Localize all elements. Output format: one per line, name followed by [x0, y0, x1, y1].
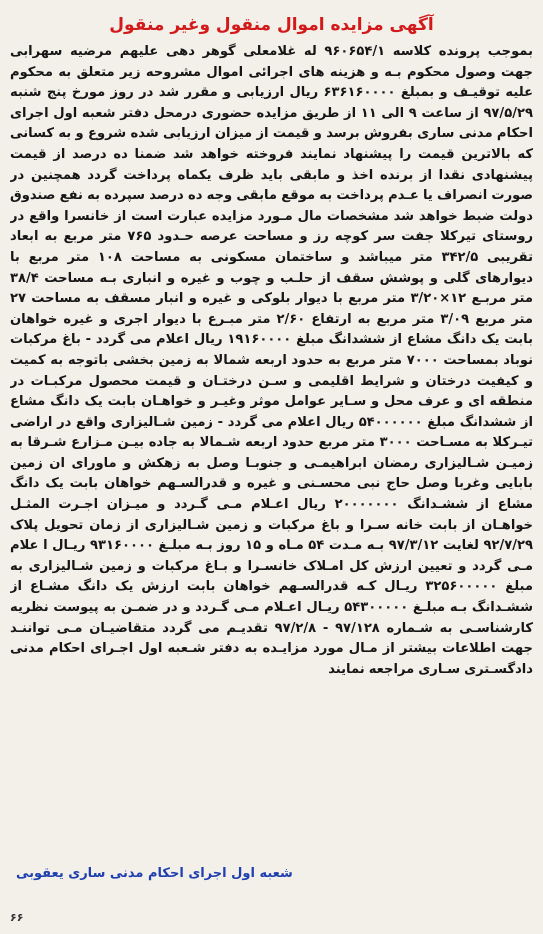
notice-title: آگهی مزایده اموال منقول وغیر منقول: [109, 15, 434, 35]
notice-signature: شعبه اول اجرای احکام مدنی ساری یعقوبی: [16, 866, 293, 881]
notice-body: بموجب پرونده کلاسه ۹۶۰۶۵۴/۱ له غلامعلی گوهر دهی علیهم مرضیه سهرابی جهت وصول محکوم بـه و هزینه های اجرائی اموال مشروحه زیر متعلق به محکوم علیه توقیـف و بمبلغ ۶۳۶۱۶۰۰۰۰ ریال ارزیابی و مقرر شد در روز مورخ پنج شنبه ۹۷/۵/۲۹ از ساعت ۹ الی ۱۱ از طریق مزایده حضوری درمحل دفتر شعبه اول اجرای احکام مدنی ساری بفروش برسد و قیمت از میزان ارزیابی شده شروع و به کسانی که بالاترین قیمت را پیشنهاد نمایند فروخته خواهد شد ضمنا ده درصد از قیمت پیشنهادی نقدا از برنده اخذ و مابقی باید ظرف یکماه پرداخت گردد همچنین در صورت انصراف یا عـدم پرداخت به موقع مابقی وجه ده درصد سپرده به نفع صندوق دولت ضبط خواهد شد مشخصات مال مـورد مزایده عبارت است از خانسرا واقع در روستای تیرکلا جفت سر کوچه رز و مساحت عرصه حـدود ۷۶۵ متر مربع به ابعاد تقریبی ۳۴۲/۵ متر میباشد و ساختمان مسکونی به مساحت ۱۰۸ متر مربع با دیوارهای گلی و پوشش سقف از حلـب و چوب و غیره و انباری بـه مساحت ۳۸/۴ متر مربـع ۱۲×۳/۲۰ متر مربع با دیوار بلوکی و غیره و انبار مسقف به مساحت ۲۷ متر مربع ۳/۰۹ متر مربع به ارتفاع ۲/۶۰ متر مبـرع با دیوار اجری و غیره خواهان بابت یک دانگ مشاع از ششدانگ مبلغ ۱۹۱۶۰۰۰۰ ریال اعلام می گردد - باغ مرکبات نوباد بمساحت ۷۰۰۰ متر مربع به حدود اربعه شمالا به زمین بخشی باتوجه به کمیت و کیفیت درختان و شرایط اقلیمی و سـن درختـان و قیمت محصول مرکبـات در منطقه ای و عرف محل و سـایر عوامل موثر وغیـر و خواهـان بابت یک دانگ مشاع از ششدانگ مبلغ ۵۴۰۰۰۰۰۰ ریال اعلام می گردد - زمین شـالیزاری واقع در اراضی تیـرکلا به مسـاحت ۳۰۰۰ متر مربع حدود اربعه شـمالا به جاده بیـن مـزارع شـرقا به زمیـن شـالیزاری رمضان ابراهیمـی و جنوبـا وصل به زهکش و ماورای ان زمین بابایی وغربا وصل حاج نبی محسـنی و غیره و قدرالسـهم خواهان بابت یک دانگ مشاع از ششـدانگ ۲۰۰۰۰۰۰۰ ریال اعـلام مـی گـردد و میـزان اجـرت المثـل خواهـان از بابت خانه سـرا و باغ مرکبات و زمین شـالیزاری از زمان تحویل پلاک ۹۲/۷/۲۹ لغایت ۹۷/۳/۱۲ بـه مـدت ۵۴ مـاه و ۱۵ روز بـه مبلـغ ۹۳۱۶۰۰۰۰ ریـال ا علام مـی گردد و تعیین ارزش کل امـلاک خانسـرا و بـاغ مرکبات و زمین شـالیزاری به مبلغ ۳۲۵۶۰۰۰۰۰ ریـال کـه قدرالسـهم خواهان بابت ارزش یک دانگ مشـاع از ششـدانگ بـه مبلـغ ۵۴۳۰۰۰۰۰ ریـال اعـلام مـی گـردد و در ضمـن به پیوست نظریه کارشناسـی به شـماره ۹۷/۱۲۸ - ۹۷/۲/۸ تقدیـم می گردد متقاضیـان مـی تواننـد جهت اطلاعات بیشتر از مـال مورد مزایـده به دفتر شـعبه اول اجـرای احکام مدنی دادگسـتری سـاری مراجعه نمایند: [10, 44, 533, 677]
page-number: ۶۶: [10, 911, 24, 924]
